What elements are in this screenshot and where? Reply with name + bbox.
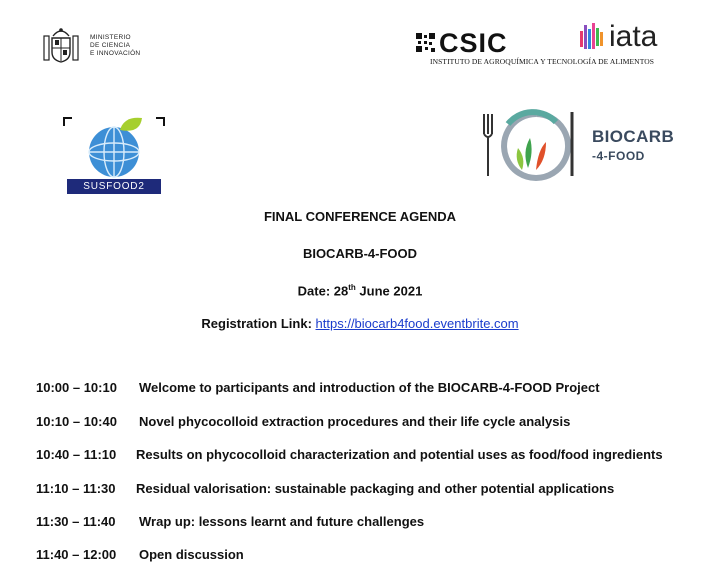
agenda-title: Residual valorisation: sustainable packaging and other potential applications — [136, 481, 615, 496]
csic-emblem-icon — [416, 33, 435, 52]
csic-wordmark: CSIC — [439, 28, 508, 58]
agenda-item — [36, 380, 600, 395]
date-label: Date: 28 — [297, 283, 349, 299]
csic-iata-logo — [414, 20, 684, 72]
agenda-time: 11:40 – 12:00 — [36, 547, 117, 562]
agenda-time: 10:00 – 10:10 — [36, 380, 117, 395]
agenda-item — [36, 514, 425, 529]
ministerio-logo — [40, 26, 160, 68]
agenda-time: 10:10 – 10:40 — [36, 414, 117, 429]
spain-coat-of-arms-icon — [40, 26, 82, 68]
registration-label: Registration Link: — [201, 316, 312, 331]
date-rest: June 2021 — [355, 283, 423, 299]
agenda-time: 11:10 – 11:30 — [36, 481, 116, 496]
registration-line — [0, 316, 720, 331]
agenda-item — [36, 447, 663, 462]
agenda-title: Novel phycocolloid extraction procedures and their life cycle analysis — [139, 414, 571, 429]
susfood2-logo — [62, 116, 166, 196]
globe-leaf-icon — [62, 116, 166, 180]
agenda-item — [36, 414, 571, 429]
agenda-time: 10:40 – 11:10 — [36, 447, 117, 462]
registration-link[interactable]: https://biocarb4food.eventbrite.com — [315, 316, 519, 331]
biocarb-wordmark: BIOCARB — [592, 127, 675, 146]
ministerio-name: MINISTERIO DE CIENCIA E INNOVACIÓN — [90, 34, 141, 57]
iata-bars-icon — [580, 23, 606, 51]
csic-institute-name: INSTITUTO DE AGROQUÍMICA Y TECNOLOGÍA DE ALIMENTOS — [430, 57, 655, 66]
agenda-title: Open discussion — [139, 547, 244, 562]
agenda-item — [36, 547, 244, 562]
project-name: BIOCARB-4-FOOD — [302, 246, 418, 261]
date-suffix: th — [348, 283, 356, 292]
event-date — [0, 283, 720, 298]
agenda-item — [36, 481, 615, 496]
agenda-title: Results on phycocolloid characterization and potential uses as food/food ingredients — [136, 447, 663, 462]
fork-plate-knife-icon — [478, 106, 586, 186]
iata-wordmark: iata — [609, 20, 658, 53]
agenda-title: Wrap up: lessons learnt and future challenges — [139, 514, 425, 529]
page-title: FINAL CONFERENCE AGENDA — [263, 209, 457, 224]
biocarb-subword: -4-FOOD — [592, 149, 645, 163]
agenda-time: 11:30 – 11:40 — [36, 514, 116, 529]
agenda-title: Welcome to participants and introduction of the BIOCARB-4-FOOD Project — [139, 380, 600, 395]
susfood2-badge: SUSFOOD2 — [67, 179, 161, 194]
biocarb-4-food-logo — [478, 106, 688, 186]
